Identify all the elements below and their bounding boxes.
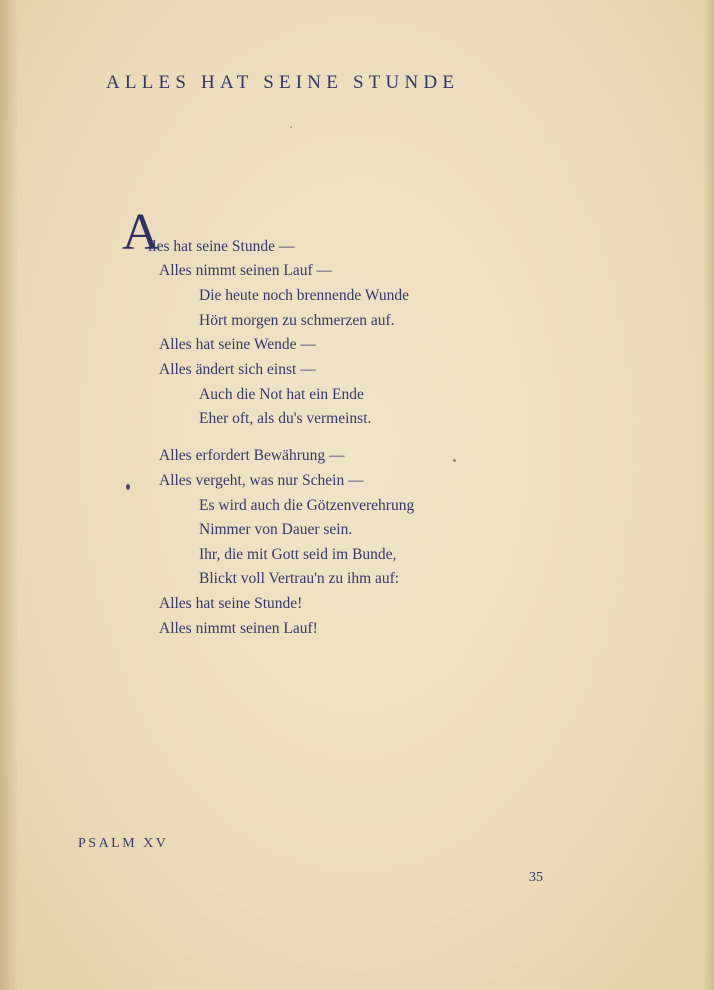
poem-line: Alles nimmt seinen Lauf! bbox=[159, 620, 318, 637]
ink-speck bbox=[453, 459, 456, 462]
ink-speck bbox=[290, 126, 292, 128]
poem-line: Alles ändert sich einst — bbox=[159, 361, 316, 378]
poem-line: Nimmer von Dauer sein. bbox=[199, 521, 353, 538]
poem-line: Eher oft, als du's vermeinst. bbox=[199, 410, 372, 427]
poem-line: Alles hat seine Stunde! bbox=[159, 595, 303, 612]
poem-line: Ihr, die mit Gott seid im Bunde, bbox=[199, 546, 397, 563]
page-shadow-left bbox=[0, 0, 18, 990]
drop-cap: A bbox=[122, 204, 160, 261]
ink-speck bbox=[126, 484, 130, 490]
page-title: ALLES HAT SEINE STUNDE bbox=[106, 72, 460, 93]
poem-line: Es wird auch die Götzenverehrung bbox=[199, 497, 415, 514]
poem-line: Alles erfordert Bewährung — bbox=[159, 447, 345, 464]
poem-line: Blickt voll Vertrau'n zu ihm auf: bbox=[199, 570, 400, 587]
page-number: 35 bbox=[529, 870, 543, 885]
poem-line: Alles hat seine Wende — bbox=[159, 336, 316, 353]
footer-label: PSALM XV bbox=[78, 836, 169, 851]
poem-line: Auch die Not hat ein Ende bbox=[199, 386, 364, 403]
poem-line: Alles vergeht, was nur Schein — bbox=[159, 472, 364, 489]
poem-line: Die heute noch brennende Wunde bbox=[199, 287, 409, 304]
page-shadow-right bbox=[704, 0, 714, 990]
poem-line: Hört morgen zu schmerzen auf. bbox=[199, 312, 395, 329]
poem-line-1: lles hat seine Stunde — bbox=[148, 238, 295, 255]
poem-line: Alles nimmt seinen Lauf — bbox=[159, 262, 333, 279]
